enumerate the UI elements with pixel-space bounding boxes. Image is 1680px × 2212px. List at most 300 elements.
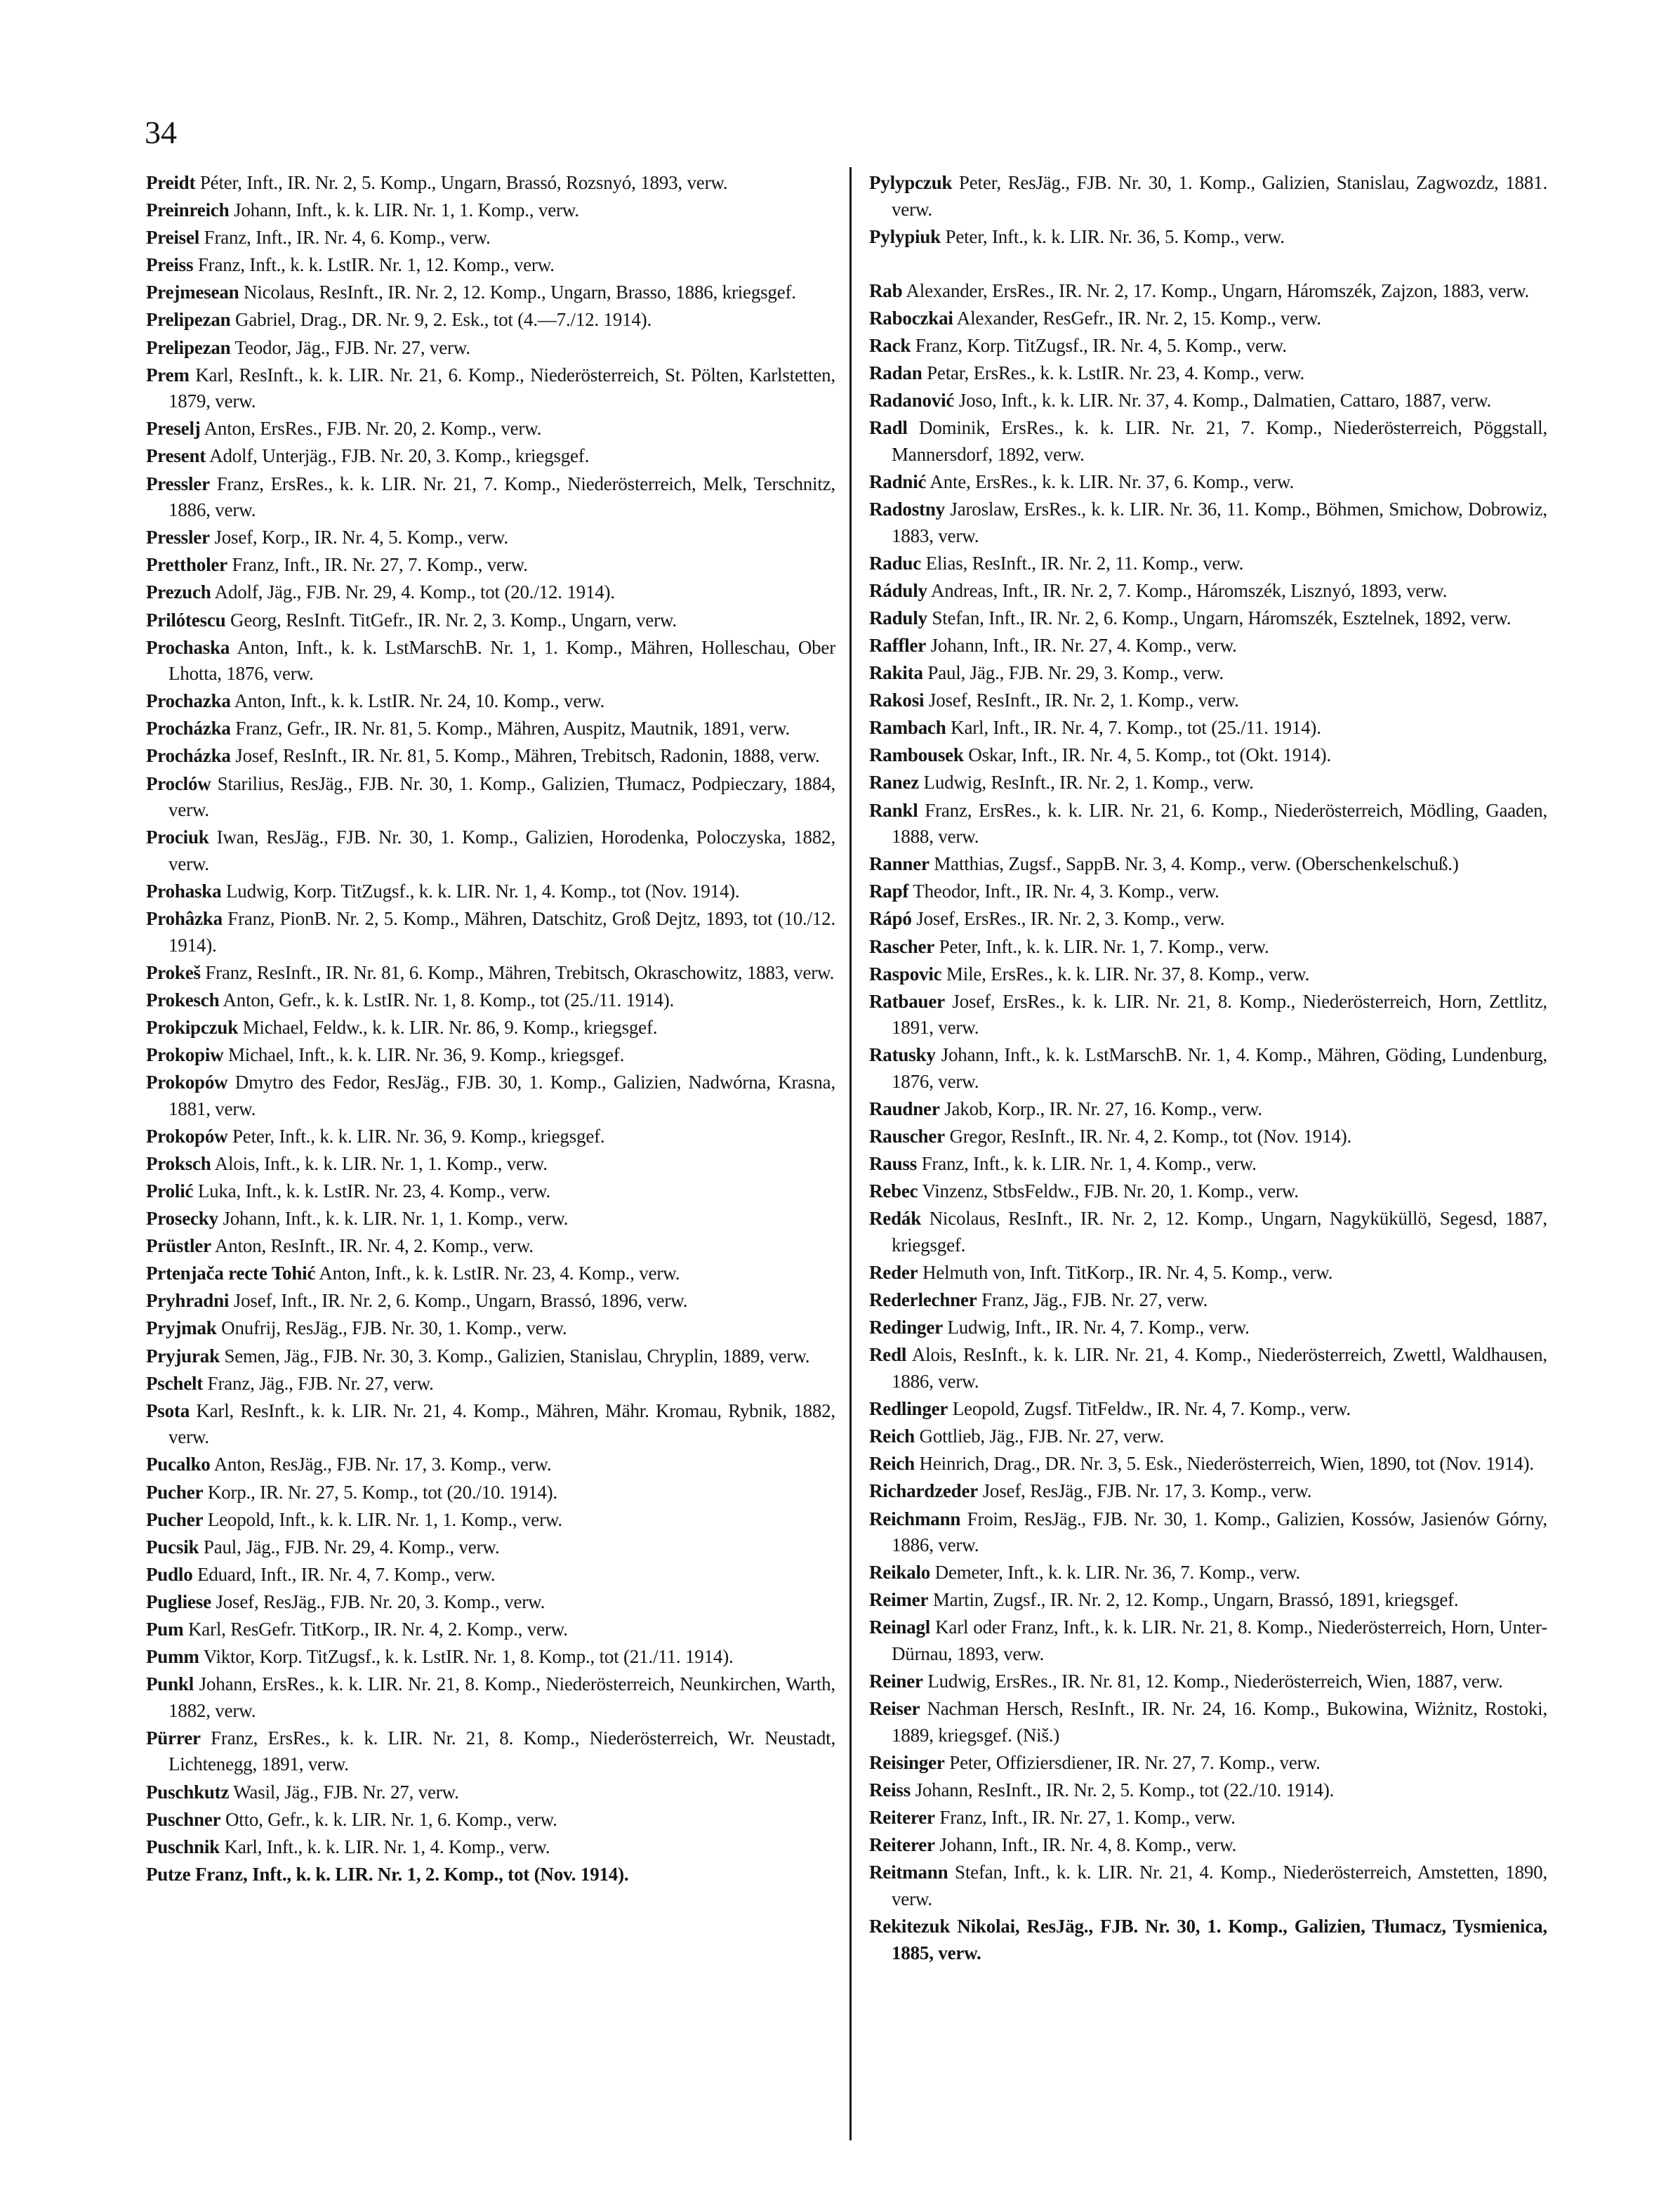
entry-details: Vinzenz, StbsFeldw., FJB. Nr. 20, 1. Komp., verw. [922,1180,1299,1202]
entry-details: Ludwig, Korp. TitZugsf., k. k. LIR. Nr. 1, 4. Komp., tot (Nov. 1914). [226,880,740,902]
casualty-entry [869,1151,1547,1178]
entry-details: Stefan, Inft., IR. Nr. 2, 6. Komp., Ungarn, Háromszék, Esztelnek, 1892, verw. [932,607,1512,628]
entry-details: Franz, Inft., IR. Nr. 27, 1. Komp., verw. [939,1807,1236,1829]
entry-surname: Richardzeder [869,1480,979,1502]
entry-surname: Pucher [146,1481,204,1503]
casualty-entry [869,1396,1547,1423]
casualty-entry [146,1233,835,1260]
entry-details: Peter, Inft., k. k. LIR. Nr. 36, 9. Komp., kriegsgef. [232,1125,605,1147]
entry-surname: Reiner [869,1671,923,1692]
entry-details: Josef, ResInft., IR. Nr. 2, 1. Komp., verw. [928,690,1239,711]
casualty-entry [869,1750,1547,1777]
entry-details: Michael, Feldw., k. k. LIR. Nr. 86, 9. Komp., kriegsgef. [242,1016,658,1038]
entry-surname: Rakosi [869,690,925,711]
casualty-entry [869,906,1547,933]
entry-details: Petar, ErsRes., k. k. LstIR. Nr. 23, 4. Komp., verw. [927,362,1305,384]
left-column [146,170,835,1889]
entry-surname: Prezuch [146,581,211,603]
entry-details: Péter, Inft., IR. Nr. 2, 5. Komp., Ungarn, Brassó, Rozsnyó, 1893, verw. [199,172,728,193]
entry-surname: Pressler [146,473,210,494]
entry-surname: Prettholer [146,554,227,576]
casualty-entry [869,1668,1547,1695]
entry-surname: Prochazka [146,690,231,712]
entry-details: Paul, Jäg., FJB. Nr. 29, 4. Komp., verw. [203,1536,500,1558]
casualty-entry [146,1589,835,1616]
entry-details: Demeter, Inft., k. k. LIR. Nr. 36, 7. Komp., verw. [934,1562,1300,1584]
entry-details: Alois, Inft., k. k. LIR. Nr. 1, 1. Komp., verw. [214,1152,548,1174]
entry-surname: Pürrer [146,1727,201,1749]
entry-details: Josef, Inft., IR. Nr. 2, 6. Komp., Ungarn, Brassó, 1896, verw. [233,1290,688,1312]
entry-details: Anton, Inft., k. k. LstMarschB. Nr. 1, 1. Komp., Mähren, Holleschau, Ober Lhotta, 1876, verw. [168,636,835,685]
casualty-entry [869,496,1547,549]
entry-details: Heinrich, Drag., DR. Nr. 3, 5. Esk., Niederösterreich, Wien, 1890, tot (Nov. 1914). [919,1453,1534,1475]
casualty-entry [869,305,1547,332]
entry-details: Anton, Gefr., k. k. LstIR. Nr. 1, 8. Komp., tot (25./11. 1914). [223,989,675,1010]
casualty-entry [146,552,835,579]
entry-surname: Pylypiuk [869,225,941,247]
entry-surname: Redl [869,1344,907,1366]
entry-details: Eduard, Inft., IR. Nr. 4, 7. Komp., verw. [197,1563,496,1585]
entry-details: Ludwig, Inft., IR. Nr. 4, 7. Komp., verw. [947,1317,1250,1338]
entry-details: Adolf, Unterjäg., FJB. Nr. 20, 3. Komp., kriegsgef. [209,445,590,467]
entry-surname: Rakita [869,662,923,684]
entry-details: Peter, Inft., k. k. LIR. Nr. 36, 5. Komp., verw. [945,225,1285,247]
entry-details: Teodor, Jäg., FJB. Nr. 27, verw. [234,336,470,358]
entry-surname: Pudlo [146,1563,193,1585]
entry-surname: Rack [869,334,911,356]
entry-details: Ludwig, ErsRes., IR. Nr. 81, 12. Komp., Niederösterreich, Wien, 1887, verw. [927,1671,1503,1692]
entry-surname: Procházka [146,718,231,739]
entry-details: Froim, ResJäg., FJB. Nr. 30, 1. Komp., Galizien, Kossów, Jasienów Górny, 1886, verw. [892,1508,1547,1556]
entry-surname: Prohâzka [146,908,223,930]
entry-surname: Reiterer [869,1834,935,1856]
entry-surname: Pucalko [146,1454,211,1475]
casualty-entry [146,1534,835,1561]
entry-details: Gabriel, Drag., DR. Nr. 9, 2. Esk., tot (4.—7./12. 1914). [235,309,652,331]
entry-details: Franz, ErsRes., k. k. LIR. Nr. 21, 7. Komp., Niederösterreich, Melk, Terschnitz, 1886, verw. [168,473,835,521]
entry-surname: Ráduly [869,579,927,601]
entry-surname: Reinagl [869,1617,931,1638]
entry-details: Franz, Jäg., FJB. Nr. 27, verw. [207,1372,434,1394]
entry-details: Ludwig, ResInft., IR. Nr. 2, 1. Komp., verw. [923,772,1254,794]
casualty-entry [869,1287,1547,1314]
entry-surname: Rebec [869,1180,918,1202]
entry-details: Luka, Inft., k. k. LstIR. Nr. 23, 4. Komp., verw. [197,1180,550,1202]
entry-surname: Prtenjača recte Tohić [146,1263,316,1284]
entry-details: Iwan, ResJäg., FJB. Nr. 30, 1. Komp., Galizien, Horodenka, Poloczyska, 1882, verw. [168,827,835,874]
entry-surname: Ratbauer [869,990,945,1012]
entry-details: Joso, Inft., k. k. LIR. Nr. 37, 4. Komp., Dalmatien, Cattaro, 1887, verw. [958,390,1492,412]
casualty-entry [869,1560,1547,1586]
page-number: 34 [145,114,177,150]
entry-details: Peter, ResJäg., FJB. Nr. 30, 1. Komp., Galizien, Stanislau, Zagwozdz, 1881. verw. [892,172,1547,220]
casualty-entry [869,1042,1547,1095]
casualty-entry [146,525,835,551]
entry-surname: Prokesch [146,989,220,1010]
casualty-entry [146,307,835,334]
casualty-entry [869,1342,1547,1395]
entry-surname: Prolić [146,1180,194,1202]
casualty-entry [869,989,1547,1041]
casualty-entry [869,1423,1547,1450]
entry-details: Dmytro des Fedor, ResJäg., FJB. 30, 1. Komp., Galizien, Nadwórna, Krasna, 1881, verw. [168,1072,835,1119]
entry-details: Onufrij, ResJäg., FJB. Nr. 30, 1. Komp., verw. [221,1317,567,1339]
entry-details: Johann, Inft., k. k. LIR. Nr. 1, 1. Komp., verw. [223,1208,569,1230]
casualty-entry [146,362,835,415]
casualty-entry [869,1096,1547,1123]
entry-details: Paul, Jäg., FJB. Nr. 29, 3. Komp., verw. [927,662,1224,684]
casualty-entry [869,770,1547,796]
entry-surname: Prokopiw [146,1044,224,1065]
entry-surname: Reich [869,1426,915,1447]
casualty-entry [146,1451,835,1478]
casualty-entry [869,1315,1547,1341]
casualty-entry [146,1398,835,1451]
casualty-entry [146,960,835,987]
entry-surname: Reisinger [869,1751,945,1773]
entry-surname: Radanović [869,390,955,412]
casualty-entry [146,1042,835,1069]
casualty-entry [869,1587,1547,1614]
entry-surname: Raffler [869,635,927,656]
entry-surname: Pugliese [146,1591,211,1612]
entry-surname: Present [146,445,206,467]
casualty-entry [869,578,1547,605]
casualty-entry [146,471,835,524]
entry-surname: Reiser [869,1698,920,1720]
entry-details: Josef, ErsRes., k. k. LIR. Nr. 21, 8. Komp., Niederösterreich, Horn, Zettlitz, 1891, verw. [892,990,1547,1039]
entry-details: Matthias, Zugsf., SappB. Nr. 3, 4. Komp., verw. (Oberschenkelschuß.) [934,853,1459,875]
casualty-entry [146,1288,835,1315]
entry-details: Nicolaus, ResInft., IR. Nr. 2, 12. Komp., Ungarn, Nagyküküllö, Segesd, 1887, kriegsgef. [892,1208,1547,1256]
entry-details: Josef, ResJäg., FJB. Nr. 17, 3. Komp., verw. [982,1480,1312,1502]
entry-surname: Reich [869,1453,915,1475]
entry-details: Anton, ResInft., IR. Nr. 4, 2. Komp., verw. [214,1235,534,1257]
entry-surname: Reitmann [869,1862,948,1883]
casualty-entry [146,1644,835,1671]
casualty-entry [869,878,1547,905]
casualty-entry [869,715,1547,742]
entry-details: Oskar, Inft., IR. Nr. 4, 5. Komp., tot (Okt. 1914). [968,744,1331,766]
casualty-entry [146,1725,835,1778]
entry-surname: Raduly [869,607,927,628]
entry-surname: Prelipezan [146,309,231,331]
entry-surname: Rauscher [869,1126,945,1147]
entry-details: Karl oder Franz, Inft., k. k. LIR. Nr. 21, 8. Komp., Niederösterreich, Horn, Unter-Dürnau, 1893, verw. [892,1617,1547,1664]
casualty-entry [869,388,1547,414]
entry-surname: Redák [869,1208,922,1230]
entry-surname: Pryjurak [146,1345,220,1367]
casualty-entry [869,1206,1547,1258]
casualty-entry [146,771,835,824]
casualty-entry [146,1617,835,1643]
entry-surname: Radostny [869,499,945,520]
casualty-entry [146,878,835,905]
entry-surname: Rab [869,279,903,301]
entry-surname: Radl [869,417,908,439]
entry-details: Anton, ErsRes., FJB. Nr. 20, 2. Komp., verw. [204,418,542,440]
entry-surname: Prochaska [146,636,230,658]
entry-details: Leopold, Zugsf. TitFeldw., IR. Nr. 4, 7. Komp., verw. [952,1398,1351,1420]
entry-surname: Reimer [869,1589,929,1611]
casualty-entry [146,743,835,770]
casualty-entry [146,1807,835,1834]
casualty-entry [146,824,835,877]
casualty-entry [146,716,835,742]
entry-details: Anton, ResJäg., FJB. Nr. 17, 3. Komp., verw. [213,1454,552,1475]
entry-details: Karl, ResGefr. TitKorp., IR. Nr. 4, 2. Komp., verw. [187,1618,568,1640]
entry-surname: Putze [146,1863,191,1885]
entry-surname: Rederlechner [869,1289,977,1311]
entry-surname: Puschner [146,1808,221,1830]
entry-details: Anton, Inft., k. k. LstIR. Nr. 24, 10. Komp., verw. [234,690,605,712]
entry-details: Viktor, Korp. TitZugsf., k. k. LstIR. Nr. 1, 8. Komp., tot (21./11. 1914). [203,1646,734,1668]
entry-surname: Ranez [869,772,919,794]
entry-surname: Psota [146,1400,190,1421]
casualty-entry [869,1478,1547,1505]
entry-details: Franz, PionB. Nr. 2, 5. Komp., Mähren, Datschitz, Groß Dejtz, 1893, tot (10./12. 1914). [168,908,835,956]
entry-details: Franz, Jäg., FJB. Nr. 27, verw. [981,1289,1208,1311]
casualty-entry [869,1832,1547,1859]
casualty-entry [869,1260,1547,1286]
entry-surname: Redinger [869,1317,943,1338]
casualty-entry [869,415,1547,468]
entry-surname: Pumm [146,1646,199,1668]
casualty-entry [146,688,835,715]
casualty-entry [869,1859,1547,1912]
entry-details: Karl, Inft., k. k. LIR. Nr. 1, 4. Komp., verw. [224,1836,550,1857]
casualty-entry [146,987,835,1014]
casualty-entry [146,1015,835,1041]
entry-surname: Raudner [869,1098,940,1120]
entry-surname: Raboczkai [869,307,953,329]
entry-details: Stefan, Inft., k. k. LIR. Nr. 21, 4. Komp., Niederösterreich, Amstetten, 1890, verw. [892,1862,1547,1909]
entry-surname: Prokipczuk [146,1016,239,1038]
entry-surname: Reder [869,1262,918,1284]
entry-surname: Reikalo [869,1562,931,1584]
entry-details: Franz, Inft., IR. Nr. 27, 7. Komp., verw. [232,554,528,576]
entry-details: Jaroslaw, ErsRes., k. k. LIR. Nr. 36, 11. Komp., Böhmen, Smichow, Dobrowiz, 1883, verw. [892,499,1547,546]
casualty-entry [869,742,1547,769]
entry-details: Alois, ResInft., k. k. LIR. Nr. 21, 4. Komp., Niederösterreich, Zwettl, Waldhausen, 1886, verw. [892,1344,1547,1393]
entry-details: Josef, ErsRes., IR. Nr. 2, 3. Komp., verw. [916,908,1225,930]
entry-details: Franz, ErsRes., k. k. LIR. Nr. 21, 6. Komp., Niederösterreich, Mödling, Gaaden, 1888, verw. [892,799,1547,848]
casualty-entry [146,1260,835,1287]
entry-surname: Reiss [869,1779,911,1800]
entry-surname: Prohaska [146,880,222,902]
entry-surname: Rankl [869,799,918,821]
column-divider [849,167,852,2140]
entry-surname: Rascher [869,935,935,957]
casualty-entry [869,851,1547,878]
casualty-entry [869,1614,1547,1667]
casualty-entry [146,443,835,470]
entry-surname: Prüstler [146,1235,211,1257]
casualty-entry [869,660,1547,687]
casualty-entry [146,1834,835,1861]
casualty-entry [869,1805,1547,1831]
entry-surname: Reichmann [869,1508,961,1529]
entry-details: Ante, ErsRes., k. k. LIR. Nr. 37, 6. Komp., verw. [930,470,1295,492]
casualty-entry [146,252,835,279]
entry-surname: Prokeš [146,961,201,983]
entry-details: Andreas, Inft., IR. Nr. 2, 7. Komp., Háromszék, Lisznyó, 1893, verw. [930,579,1448,601]
casualty-entry [146,225,835,251]
casualty-entry [869,1777,1547,1804]
entry-surname: Proksch [146,1152,211,1174]
entry-details: Nachman Hersch, ResInft., IR. Nr. 24, 16. Komp., Bukowina, Wiżnitz, Rostoki, 1889, kriegsgef. (Niš.) [892,1698,1547,1746]
casualty-entry [869,170,1547,223]
entry-details: Mile, ErsRes., k. k. LIR. Nr. 37, 8. Komp., verw. [946,963,1310,985]
casualty-entry [869,1124,1547,1150]
entry-surname: Puschkutz [146,1781,230,1803]
casualty-entry [869,798,1547,850]
casualty-entry [869,633,1547,659]
casualty-entry [146,1206,835,1232]
entry-details: Alexander, ErsRes., IR. Nr. 2, 17. Komp., Ungarn, Háromszék, Zajzon, 1883, verw. [906,279,1530,301]
entry-details: Nikolai, ResJäg., FJB. Nr. 30, 1. Komp., Galizien, Tłumacz, Tysmienica, 1885, verw. [892,1915,1547,1963]
entry-details: Franz, Gefr., IR. Nr. 81, 5. Komp., Mähren, Auspitz, Mautnik, 1891, verw. [235,718,791,739]
entry-details: Josef, ResJäg., FJB. Nr. 20, 3. Komp., verw. [216,1591,545,1612]
entry-details: Adolf, Jäg., FJB. Nr. 29, 4. Komp., tot (20./12. 1914). [214,581,615,603]
entry-details: Johann, Inft., k. k. LIR. Nr. 1, 1. Komp., verw. [234,199,579,221]
entry-details: Johann, Inft., IR. Nr. 27, 4. Komp., verw. [930,635,1237,656]
entry-details: Korp., IR. Nr. 27, 5. Komp., tot (20./10. 1914). [207,1481,557,1503]
entry-surname: Prem [146,364,190,386]
casualty-entry [869,1451,1547,1477]
entry-surname: Pucsik [146,1536,199,1558]
entry-details: Josef, Korp., IR. Nr. 4, 5. Komp., verw. [214,527,508,548]
casualty-entry [146,170,835,197]
casualty-entry [146,1343,835,1370]
entry-details: Anton, Inft., k. k. LstIR. Nr. 23, 4. Komp., verw. [319,1263,680,1284]
casualty-entry [146,1069,835,1122]
casualty-entry [146,1371,835,1397]
casualty-entry [146,579,835,606]
casualty-entry [869,961,1547,988]
casualty-entry [146,1507,835,1534]
entry-details: Karl, ResInft., k. k. LIR. Nr. 21, 6. Komp., Niederösterreich, St. Pölten, Karlstetten, 1879, verw. [168,364,835,412]
entry-surname: Pschelt [146,1372,204,1394]
entry-details: Franz, Korp. TitZugsf., IR. Nr. 4, 5. Komp., verw. [915,334,1287,356]
entry-details: Franz, Inft., k. k. LstIR. Nr. 1, 12. Komp., verw. [197,254,555,276]
casualty-entry [146,906,835,959]
entry-surname: Pressler [146,527,210,548]
casualty-entry [146,1562,835,1588]
entry-details: Leopold, Inft., k. k. LIR. Nr. 1, 1. Komp., verw. [207,1508,562,1530]
entry-surname: Punkl [146,1673,194,1695]
entry-details: Otto, Gefr., k. k. LIR. Nr. 1, 6. Komp., verw. [225,1808,557,1830]
entry-surname: Rambach [869,717,946,739]
entry-details: Georg, ResInft. TitGefr., IR. Nr. 2, 3. Komp., Ungarn, verw. [230,609,677,631]
entry-surname: Puschnik [146,1836,220,1857]
entry-surname: Preselj [146,418,201,440]
casualty-entry [869,1696,1547,1749]
entry-details: Peter, Inft., k. k. LIR. Nr. 1, 7. Komp., verw. [939,935,1269,957]
entry-surname: Prelipezan [146,336,231,358]
casualty-entry [146,1315,835,1342]
entry-details: Karl, Inft., IR. Nr. 4, 7. Komp., tot (25./11. 1914). [951,717,1321,739]
casualty-entry [146,279,835,306]
casualty-entry [869,605,1547,632]
casualty-entry [146,1480,835,1506]
casualty-entry [869,934,1547,961]
entry-surname: Rekitezuk [869,1915,951,1937]
casualty-entry [869,224,1547,251]
entry-surname: Prokopów [146,1072,228,1093]
entry-details: Johann, ResInft., IR. Nr. 2, 5. Komp., tot (22./10. 1914). [915,1779,1335,1800]
entry-surname: Pryhradni [146,1290,230,1312]
entry-surname: Raduc [869,552,922,574]
entry-surname: Raspovic [869,963,942,985]
entry-surname: Prociuk [146,827,209,848]
casualty-entry [146,1124,835,1150]
casualty-entry [146,335,835,362]
entry-surname: Preisel [146,227,200,249]
entry-details: Franz, Inft., k. k. LIR. Nr. 1, 2. Komp., tot (Nov. 1914). [195,1863,629,1885]
entry-surname: Prosecky [146,1208,218,1230]
entry-details: Gregor, ResInft., IR. Nr. 4, 2. Komp., tot (Nov. 1914). [949,1126,1352,1147]
casualty-entry [869,469,1547,496]
casualty-entry [869,1178,1547,1205]
entry-surname: Radnić [869,470,927,492]
casualty-entry [146,635,835,687]
casualty-entry [146,1862,835,1888]
entry-details: Gottlieb, Jäg., FJB. Nr. 27, verw. [919,1426,1164,1447]
casualty-entry [146,1151,835,1178]
entry-details: Josef, ResInft., IR. Nr. 81, 5. Komp., Mähren, Trebitsch, Radonin, 1888, verw. [235,745,820,767]
casualty-entry [146,416,835,442]
entry-details: Dominik, ErsRes., k. k. LIR. Nr. 21, 7. Komp., Niederösterreich, Pöggstall, Mannersdorf, 1892, verw. [892,417,1547,465]
entry-surname: Prokopów [146,1125,228,1147]
casualty-entry [869,333,1547,360]
right-column [869,170,1547,1968]
entry-details: Franz, ErsRes., k. k. LIR. Nr. 21, 8. Komp., Niederösterreich, Wr. Neustadt, Lichtenegg, 1891, verw. [168,1727,835,1775]
entry-details: Semen, Jäg., FJB. Nr. 30, 3. Komp., Galizien, Stanislau, Chryplin, 1889, verw. [224,1345,810,1367]
entry-details: Martin, Zugsf., IR. Nr. 2, 12. Komp., Ungarn, Brassó, 1891, kriegsgef. [932,1589,1459,1611]
entry-surname: Preinreich [146,199,230,221]
entry-details: Franz, Inft., k. k. LIR. Nr. 1, 4. Komp., verw. [921,1153,1257,1175]
entry-surname: Reiterer [869,1807,935,1829]
entry-details: Jakob, Korp., IR. Nr. 27, 16. Komp., verw. [944,1098,1262,1120]
entry-details: Helmuth von, Inft. TitKorp., IR. Nr. 4, 5. Komp., verw. [922,1262,1333,1284]
entry-details: Wasil, Jäg., FJB. Nr. 27, verw. [233,1781,459,1803]
entry-surname: Proclów [146,772,211,794]
casualty-entry [146,1779,835,1806]
entry-surname: Preidt [146,172,196,193]
entry-surname: Procházka [146,745,231,767]
entry-details: Johann, Inft., k. k. LstMarschB. Nr. 1, 4. Komp., Mähren, Göding, Lundenburg, 1876, verw. [892,1044,1547,1092]
entry-surname: Ratusky [869,1044,936,1066]
casualty-entry [146,197,835,224]
entry-surname: Rambousek [869,744,964,766]
entry-surname: Prejmesean [146,282,239,303]
entry-details: Franz, Inft., IR. Nr. 4, 6. Komp., verw. [204,227,491,249]
casualty-entry [869,687,1547,714]
entry-details: Johann, ErsRes., k. k. LIR. Nr. 21, 8. Komp., Niederösterreich, Neunkirchen, Warth, 1882, verw. [168,1673,835,1721]
right-column-continuation [869,170,1547,250]
entry-details: Johann, Inft., IR. Nr. 4, 8. Komp., verw. [939,1834,1237,1856]
entry-details: Karl, ResInft., k. k. LIR. Nr. 21, 4. Komp., Mähren, Mähr. Kromau, Rybnik, 1882, verw. [168,1400,835,1448]
entry-details: Alexander, ResGefr., IR. Nr. 2, 15. Komp., verw. [956,307,1321,329]
casualty-entry [869,278,1547,305]
casualty-entry [869,1506,1547,1559]
casualty-entry [869,1914,1547,1966]
casualty-entry [869,360,1547,387]
casualty-entry [146,1671,835,1724]
casualty-entry [146,607,835,634]
entry-surname: Pucher [146,1508,204,1530]
